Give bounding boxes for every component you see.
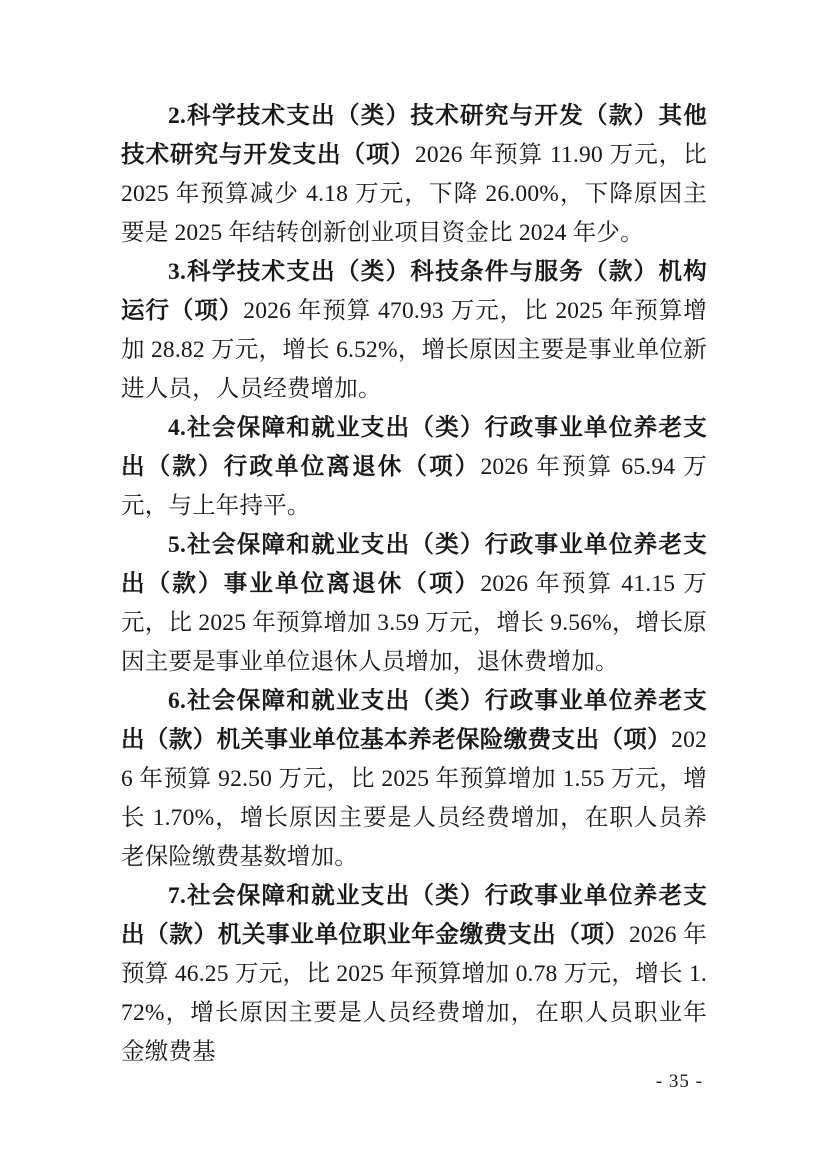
budget-item-heading: 5.社会保障和就业支出（类）行政事业单位养老支出（款）事业单位离退休（项）: [121, 532, 707, 597]
budget-item-text: 2026 年预算 470.93 万元，比 2025 年预算增加 28.82 万元，增长 6.52%，增长原因主要是事业单位新进人员，人员经费增加。: [121, 298, 707, 402]
budget-item-text: 2026 年预算 11.90 万元，比 2025 年预算减少 4.18 万元，下降 26.00%，下降原因主要是 2025 年结转创新创业项目资金比 2024 年少。: [121, 142, 707, 246]
budget-item-heading: 6.社会保障和就业支出（类）行政事业单位养老支出（款）机关事业单位基本养老保险缴费支出（项）: [121, 688, 707, 753]
budget-item-paragraph: [121, 877, 707, 1072]
budget-item-heading: 4.社会保障和就业支出（类）行政事业单位养老支出（款）行政单位离退休（项）: [121, 415, 707, 480]
budget-item-paragraph: [121, 97, 707, 253]
budget-item-text: 2026 年预算 41.15 万元，比 2025 年预算增加 3.59 万元，增长 9.56%，增长原因主要是事业单位退休人员增加，退休费增加。: [121, 571, 707, 675]
budget-item-text: 2026 年预算 46.25 万元，比 2025 年预算增加 0.78 万元，增长 1.72%，增长原因主要是人员经费增加，在职人员职业年金缴费基: [121, 922, 707, 1065]
budget-item-paragraph: [121, 409, 707, 526]
budget-item-heading: 2.科学技术支出（类）技术研究与开发（款）其他技术研究与开发支出（项）: [121, 103, 707, 168]
budget-item-heading: 3.科学技术支出（类）科技条件与服务（款）机构运行（项）: [121, 259, 707, 324]
budget-item-heading: 7.社会保障和就业支出（类）行政事业单位养老支出（款）机关事业单位职业年金缴费支出（项）: [121, 883, 707, 948]
document-body: [121, 97, 707, 1072]
budget-item-paragraph: [121, 526, 707, 682]
budget-item-text: 2026 年预算 92.50 万元，比 2025 年预算增加 1.55 万元，增长 1.70%，增长原因主要是人员经费增加，在职人员养老保险缴费基数增加。: [121, 727, 707, 870]
budget-item-text: 2026 年预算 65.94 万元，与上年持平。: [121, 454, 707, 519]
page-number: - 35 -: [655, 1071, 703, 1092]
budget-item-paragraph: [121, 682, 707, 877]
budget-item-paragraph: [121, 253, 707, 409]
